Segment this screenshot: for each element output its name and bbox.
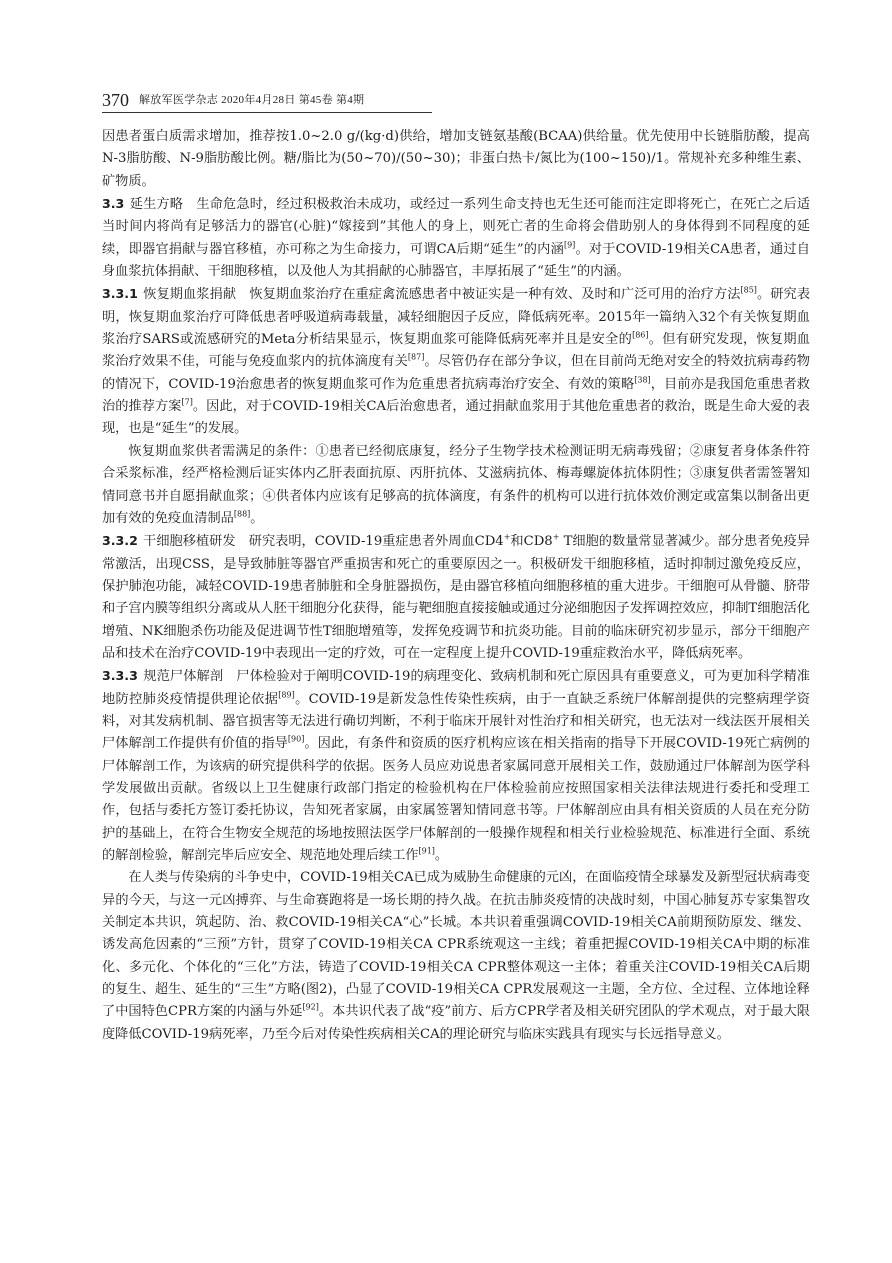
section-number: 3.3 (102, 196, 125, 212)
section-number: 3.3.1 (102, 286, 138, 302)
citation[interactable]: [9] (563, 240, 576, 250)
paragraph-text: 。 (250, 510, 264, 526)
citation[interactable]: [89] (278, 690, 295, 700)
section-text: 。COVID-19是新发急性传染性疾病，由于一直缺乏系统尸体解剖提供的完整病理学资料，对其发病机制、器官损害等无法进行确切判断，不利于临床开展针对性治疗和相关研究，也无法对一线法医开展相关尸体解剖工作提供有价值的指导 (102, 691, 810, 752)
section-3-3-1 (102, 283, 810, 440)
superscript: + (552, 532, 560, 542)
citation[interactable]: [92] (302, 1003, 319, 1013)
section-text: 。但有研究发现，恢复期血浆治疗效果不佳，可能与免疫血浆内的抗体滴度有关 (102, 332, 810, 370)
paragraph-text: 恢复期血浆供者需满足的条件：①患者已经彻底康复，经分子生物学技术检测证明无病毒残留；②康复者身体条件符合采浆标准，经严格检测后证实体内乙肝表面抗原、丙肝抗体、艾滋病抗体、梅毒螺旋体抗体阴性；③康复供者需签署知情同意书并自愿捐献血浆；④供者体内应该有足够高的抗体滴度，有条件的机构可以进行抗体效价测定或富集以制备出更加有效的免疫血清制品 (102, 443, 810, 526)
section-text: 。对于COVID-19相关CA患者，通过自身血浆抗体捐献、干细胞移植，以及他人为其捐献的心肺器官，丰厚拓展了“延生”的内涵。 (102, 241, 810, 280)
citation[interactable]: [88] (233, 509, 251, 519)
section-text: 研究表明，COVID-19重症患者外周血CD4 (248, 534, 504, 550)
section-text: 。研究表明，恢复期血浆治疗可降低患者呼吸道病毒载量，减轻细胞因子反应，降低病死率。2015年一篇纳入32个有关恢复期血浆治疗SARS或流感研究的Meta分析结果显示，恢复期血浆可能降低病死率并且是安全的 (102, 287, 811, 348)
section-text: 和CD8 (510, 534, 553, 550)
section-3-3-2 (102, 530, 810, 665)
section-number: 3.3.3 (102, 668, 138, 684)
citation[interactable]: [90] (287, 734, 305, 744)
paragraph-donor-conditions (102, 441, 810, 530)
section-text: 生命危急时，经过积极救治未成功，或经过一系列生命支持也无生还可能而注定即将死亡，在死亡之后适当时间内将尚有足够活力的器官(心脏)“嫁接到”其他人的身上，则死亡者的生命将会借助别人的身体得到不同程度的延续，即器官捐献与器官移植，亦可称之为生命接力，可谓CA后期“延生”的内涵 (102, 197, 811, 257)
section-text: ，目前亦是我国危重患者救治的推荐方案 (102, 376, 810, 415)
section-text: T细胞的数量常显著减少。部分患者免疫异常激活，出现CSS，是导致肺脏等器官严重损害和死亡的重要原因之一。积极研发干细胞移植，适时抑制过激免疫反应，保护肺泡功能，减轻COVID-19患者肺脏和全身脏器损伤，是由器官移植向细胞移植的重大进步。干细胞可从骨髓、脐带和子宫内膜等组织分离或从人胚干细胞分化获得，能与靶细胞直接接触或通过分泌细胞因子发挥调控效应，抑制T细胞活化增殖、NK细胞杀伤功能及促进调节性T细胞增殖等，发挥免疫调节和抗炎功能。目前的临床研究初步显示，部分干细胞产品和技术在治疗COVID-19中表现出一定的疗效，可在一定程度上提升COVID-19重症救治水平，降低病死率。 (102, 534, 811, 661)
section-title: 延生方略 (129, 197, 184, 213)
citation[interactable]: [87] (407, 353, 425, 363)
section-number: 3.3.2 (102, 533, 138, 549)
citation[interactable]: [86] (632, 330, 649, 340)
section-text: 。尽管仍存在部分争议，但在目前尚无绝对安全的特效抗病毒药物的情况下，COVID-19治愈患者的恢复期血浆可作为危重患者抗病毒治疗安全、有效的策略 (102, 354, 810, 392)
section-text: 。因此，有条件和资质的医疗机构应该在相关指南的指导下开展COVID-19死亡病例的尸体解剖工作，为该病的研究提供科学的依据。医务人员应劝说患者家属同意开展相关工作，鼓励通过尸体解剖为医学科学发展做出贡献。省级以上卫生健康行政部门指定的检验机构在尸体检验前应按照国家相关法律法规进行委托和受理工作，包括与委托方签订委托协议，告知死者家属，由家属签署知情同意书等。尸体解剖应由具有相关资质的人员在充分防护的基础上，在符合生物安全规范的场地按照法医学尸体解剖的一般操作规程和相关行业检验规范、标准进行全面、系统的解剖检验，解剖完毕后应安全、规范地处理后续工作 (102, 736, 810, 863)
section-text: 恢复期血浆治疗在重症禽流感患者中被证实是一种有效、及时和广泛可用的治疗方法 (249, 287, 741, 303)
paragraph-nutrition: 因患者蛋白质需求增加，推荐按1.0~2.0 g/(kg·d)供给，增加支链氨基酸(BCAA)供给量。优先使用中长链脂肪酸，提高N-3脂肪酸、N-9脂肪酸比例。糖/脂比为(50~70)/(50~30)；非蛋白热卡/氮比为(100~150)/1。常规补充多种维生素、矿物质。 (102, 129, 810, 189)
section-text: 。 (434, 848, 449, 863)
article-body (102, 126, 810, 1046)
journal-info: 解放军医学杂志 2020年4月28日 第45卷 第4期 (139, 94, 365, 106)
section-text: 。因此，对于COVID-19相关CA后治愈患者，通过捐献血浆用于其他危重患者的救治，既是生命大爱的表现，也是“延生”的发展。 (102, 399, 810, 437)
section-text: 尸体检验对于阐明COVID-19的病理变化、致病机制和死亡原因具有重要意义，可为更加科学精准地防控肺炎疫情提供理论依据 (102, 669, 810, 707)
citation[interactable]: [7] (181, 397, 193, 407)
paragraph-text: 在人类与传染病的斗争史中，COVID-19相关CA已成为威胁生命健康的元凶，在面临疫情全球暴发及新型冠状病毒变异的今天，与这一元凶搏弈、与生命赛跑将是一场长期的持久战。在抗击肺炎疫情的决战时刻，中国心肺复苏专家集智攻关制定本共识，筑起防、治、救COVID-19相关CA“心”长城。本共识着重强调COVID-19相关CA前期预防原发、继发、诱发高危因素的“三预”方针，贯穿了COVID-19相关CA CPR系统观这一主线；着重把握COVID-19相关CA中期的标准化、多元化、个体化的“三化”方法，铸造了COVID-19相关CA CPR整体观这一主体；着重关注COVID-19相关CA后期的复生、超生、延生的“三生”方略(图2)，凸显了COVID-19相关CA CPR发展观这一主题，全方位、全过程、立体地诠释了中国特色CPR方案的内涵与外延 (102, 870, 810, 1020)
page-number: 370 (102, 90, 129, 110)
citation[interactable]: [91] (418, 846, 435, 856)
citation[interactable]: [38] (634, 375, 651, 385)
section-title: 干细胞移植研发 (143, 534, 236, 550)
section-3-3 (102, 193, 810, 283)
section-title: 恢复期血浆捐献 (143, 287, 237, 303)
section-title: 规范尸体解剖 (143, 669, 224, 685)
running-header (102, 84, 432, 113)
superscript: + (503, 532, 511, 542)
paragraph-text: 。本共识代表了战“疫”前方、后方CPR学者及相关研究团队的学术观点，对于最大限度降低COVID-19病死率，乃至今后对传染性疾病相关CA的理论研究与临床实践具有现实与长远指导意义。 (102, 1004, 810, 1042)
paragraph-conclusion (102, 867, 810, 1046)
section-3-3-3 (102, 665, 810, 867)
citation[interactable]: [85] (740, 286, 757, 296)
